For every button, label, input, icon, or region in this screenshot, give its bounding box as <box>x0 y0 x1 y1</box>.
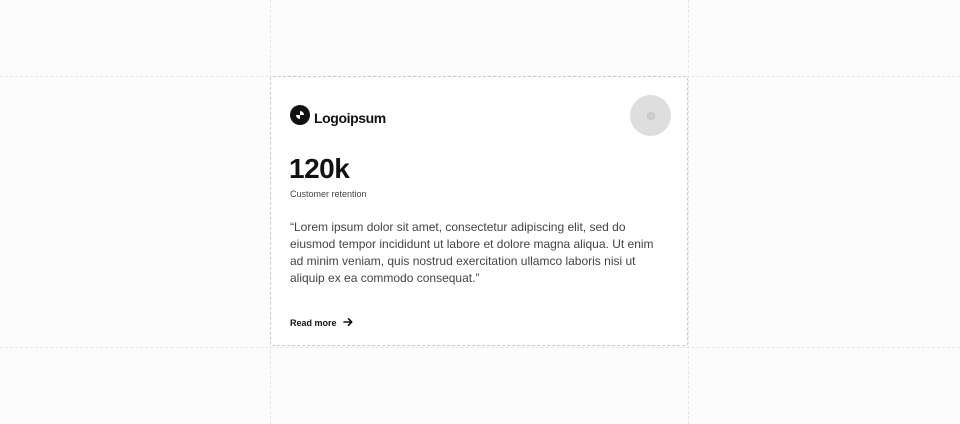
testimonial-card <box>270 76 688 346</box>
read-more-label: Read more <box>290 318 337 328</box>
avatar-placeholder-icon <box>647 112 655 120</box>
guide-line-right <box>688 0 689 424</box>
avatar <box>630 95 671 136</box>
logoipsum-mark-icon <box>290 105 310 130</box>
testimonial-quote: “Lorem ipsum dolor sit amet, consectetur adipiscing elit, sed do eiusmod tempor incididunt ut labore et dolore magna aliqua. Ut enim ad minim veniam, quis nostrud exercitation ullamco laboris nisi ut aliquip ex ea commodo consequat.” <box>290 220 654 285</box>
stat-label: Customer retention <box>290 189 367 199</box>
read-more-link[interactable] <box>290 317 353 329</box>
brand-logo <box>290 105 386 130</box>
arrow-right-icon <box>343 317 353 329</box>
brand-name: Logoipsum <box>314 109 386 126</box>
stat-value: 120k <box>289 153 350 184</box>
guide-line-bottom <box>0 347 960 348</box>
